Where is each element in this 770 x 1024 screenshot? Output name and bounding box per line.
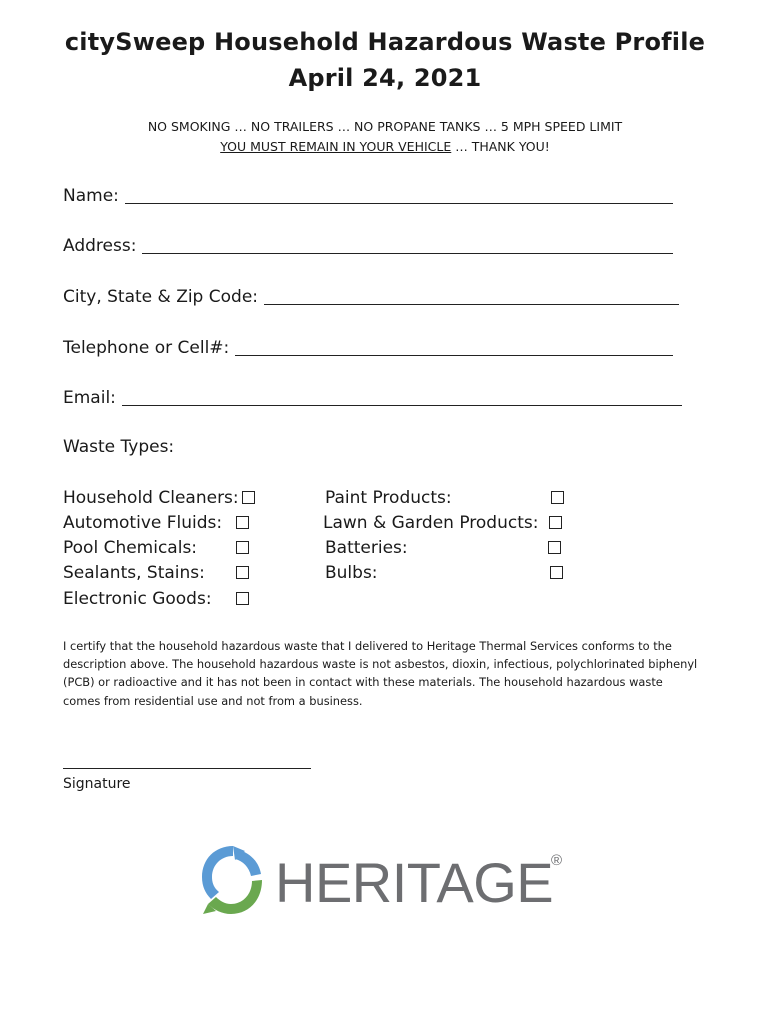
signature-line[interactable] [63, 768, 311, 769]
name-field[interactable] [63, 184, 673, 206]
address-input-line[interactable] [142, 237, 673, 254]
waste-type-label: Batteries: [325, 538, 408, 558]
bulbs-checkbox[interactable] [550, 566, 563, 579]
waste-types-heading: Waste Types: [63, 437, 175, 457]
email-input-line[interactable] [122, 389, 682, 406]
vehicle-notice [0, 139, 770, 154]
batteries-checkbox[interactable] [548, 541, 561, 554]
city-state-zip-field[interactable] [63, 285, 679, 307]
waste-type-label: Bulbs: [325, 563, 378, 583]
heritage-logo-text: HERITAGE [275, 851, 554, 914]
form-date: April 24, 2021 [288, 64, 482, 92]
electronic-goods-checkbox[interactable] [236, 592, 249, 605]
address-label: Address: [63, 236, 137, 256]
waste-type-label: Electronic Goods: [63, 589, 212, 609]
household-cleaners-checkbox[interactable] [242, 491, 255, 504]
phone-field[interactable] [63, 336, 673, 358]
name-input-line[interactable] [125, 187, 673, 204]
waste-type-label: Paint Products: [325, 488, 452, 508]
waste-type-label: Pool Chemicals: [63, 538, 198, 558]
waste-type-label: Household Cleaners: [63, 488, 239, 508]
vehicle-notice-thanks: … THANK YOU! [451, 139, 550, 154]
phone-input-line[interactable] [235, 339, 673, 356]
waste-type-label: Sealants, Stains: [63, 563, 205, 583]
city-state-zip-label: City, State & Zip Code: [63, 287, 259, 307]
waste-type-label: Automotive Fluids: [63, 513, 223, 533]
city-state-zip-input-line[interactable] [264, 288, 679, 305]
waste-type-label: Lawn & Garden Products: [323, 513, 539, 533]
automotive-fluids-checkbox[interactable] [236, 516, 249, 529]
email-label: Email: [63, 388, 116, 408]
pool-chemicals-checkbox[interactable] [236, 541, 249, 554]
lawn-garden-products-checkbox[interactable] [549, 516, 562, 529]
signature-label: Signature [63, 776, 131, 792]
form-title: citySweep Household Hazardous Waste Profile [64, 28, 706, 56]
vehicle-notice-emphasis: YOU MUST REMAIN IN YOUR VEHICLE [220, 139, 452, 154]
name-label: Name: [63, 186, 119, 206]
certification-statement: I certify that the household hazardous waste that I delivered to Heritage Thermal Services conforms to the description above. The household hazardous waste is not asbestos, dioxin, infectious, polychlorinated biphenyl (PCB) or radioactive and it has not been in contact with these materials. The household hazardous waste comes from residential use and not from a business. [63, 639, 698, 708]
address-field[interactable] [63, 234, 673, 256]
safety-notice: NO SMOKING … NO TRAILERS … NO PROPANE TANKS … 5 MPH SPEED LIMIT [147, 119, 623, 134]
registered-mark: ® [551, 852, 563, 869]
heritage-logo-icon [193, 838, 271, 922]
phone-label: Telephone or Cell#: [63, 338, 230, 358]
email-field[interactable] [63, 386, 682, 408]
paint-products-checkbox[interactable] [551, 491, 564, 504]
sealants-stains-checkbox[interactable] [236, 566, 249, 579]
